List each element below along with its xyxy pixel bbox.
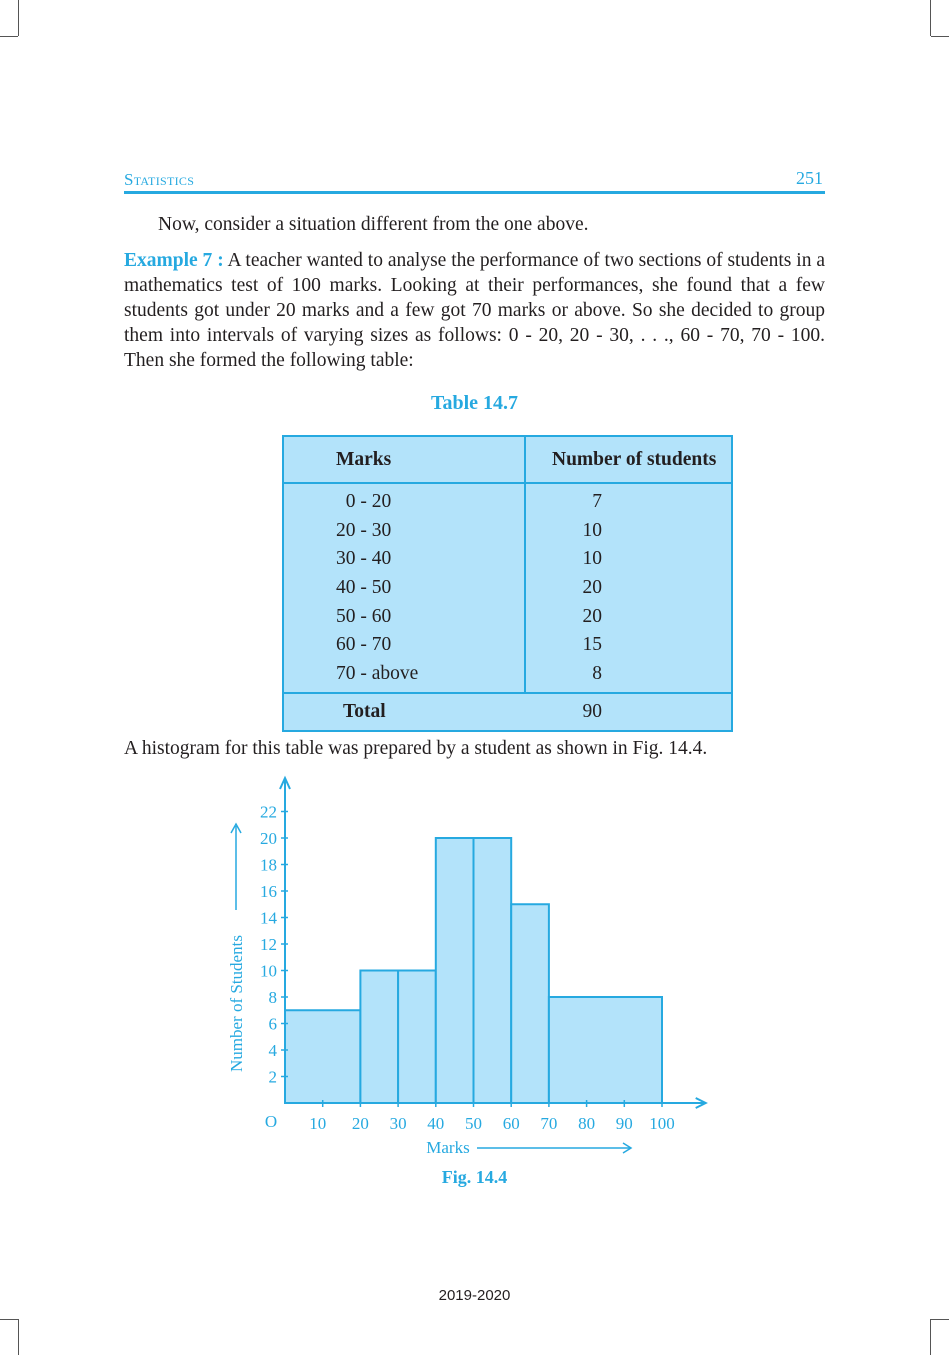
running-header	[124, 166, 825, 194]
example-paragraph	[124, 248, 825, 373]
histogram-paragraph: A histogram for this table was prepared by a student as shown in Fig. 14.4.	[124, 738, 708, 759]
histogram-bar	[398, 971, 436, 1104]
cell-marks: 50 - 60	[283, 602, 525, 631]
x-tick-label: 80	[578, 1114, 596, 1133]
histogram-bar	[474, 838, 512, 1103]
table-row	[283, 602, 732, 631]
x-tick-label: 20	[351, 1114, 369, 1133]
table-header-row	[283, 436, 732, 483]
header-marks: Marks	[283, 436, 525, 483]
x-tick-label: 50	[465, 1114, 482, 1133]
histogram-bar	[511, 904, 549, 1103]
cell-count: 10	[582, 519, 602, 541]
cell-count: 15	[582, 634, 602, 656]
example-text: A teacher wanted to analyse the performance of two sections of students in a mathematics test of 100 marks. Looking at their performances, she found that a few students got under 20 marks and a few got 70 marks or above. So she decided to group them into intervals of varying sizes as follows: 0 - 20, 20 - 30, . . ., 60 - 70, 70 - 100. Then she formed the following table:	[124, 250, 825, 371]
cell-count: 20	[582, 605, 602, 627]
chapter-title: Statistics	[124, 170, 195, 189]
y-tick-label: 2	[268, 1067, 277, 1087]
x-tick-label: 90	[615, 1114, 633, 1133]
y-tick-label: 6	[268, 1014, 277, 1034]
x-axis-label: Marks	[426, 1138, 470, 1157]
x-tick-label: 60	[502, 1114, 520, 1133]
intro-paragraph: Now, consider a situation different from the one above.	[158, 214, 589, 235]
cell-marks: 60 - 70	[283, 631, 525, 660]
cell-count: 7	[592, 491, 602, 513]
y-tick-label: 16	[260, 882, 277, 901]
example-label: Example 7 :	[124, 250, 224, 271]
table-row	[283, 483, 732, 517]
crop-mark	[0, 36, 18, 37]
y-tick-label: 10	[260, 961, 277, 981]
y-tick-label: 22	[260, 802, 277, 822]
table-row	[283, 545, 732, 574]
histogram-bar	[360, 971, 398, 1104]
cell-marks: 30 - 40	[283, 545, 525, 574]
total-value: 90	[525, 693, 732, 731]
cell-marks: 70 - above	[283, 660, 525, 694]
crop-mark	[930, 1319, 931, 1355]
histogram-bar	[436, 838, 474, 1103]
cell-marks: 20 - 30	[283, 517, 525, 546]
cell-count: 20	[582, 577, 602, 599]
y-tick-label: 20	[260, 829, 277, 848]
cell-count: 8	[592, 662, 602, 684]
crop-mark	[931, 1319, 949, 1320]
header-rule	[124, 191, 825, 194]
table-total-row	[283, 693, 732, 731]
crop-mark	[18, 0, 19, 36]
origin-label: O	[264, 1112, 278, 1131]
table-caption: Table 14.7	[430, 392, 519, 414]
table-row	[283, 517, 732, 546]
y-tick-label: 14	[260, 908, 277, 928]
y-tick-label: 18	[260, 855, 277, 875]
cell-marks: 0 - 20	[283, 483, 525, 517]
x-tick-label: 100	[649, 1114, 675, 1133]
page-number: 251	[796, 168, 823, 188]
y-axis-label: Number of Students	[227, 935, 246, 1072]
crop-mark	[931, 36, 949, 37]
table-row	[283, 574, 732, 603]
x-tick-label: 40	[427, 1114, 445, 1133]
x-tick-label: 70	[540, 1114, 558, 1133]
crop-mark	[930, 0, 931, 36]
crop-mark	[0, 1319, 18, 1320]
marks-table	[282, 435, 733, 732]
footer-year: 2019-2020	[438, 1287, 511, 1304]
histogram-chart	[200, 770, 730, 1165]
histogram-bar	[285, 1010, 360, 1103]
y-tick-label: 8	[268, 988, 277, 1007]
total-label: Total	[283, 693, 525, 731]
crop-mark	[18, 1319, 19, 1355]
y-tick-label: 4	[268, 1041, 277, 1060]
cell-count: 10	[582, 548, 602, 570]
x-tick-label: 10	[309, 1114, 327, 1133]
header-number-of-students: Number of students	[525, 436, 732, 483]
histogram-bar	[549, 997, 662, 1103]
y-tick-label: 12	[260, 935, 277, 954]
table-row	[283, 660, 732, 694]
figure-caption: Fig. 14.4	[441, 1167, 508, 1187]
table-row	[283, 631, 732, 660]
x-tick-label: 30	[389, 1114, 407, 1133]
cell-marks: 40 - 50	[283, 574, 525, 603]
